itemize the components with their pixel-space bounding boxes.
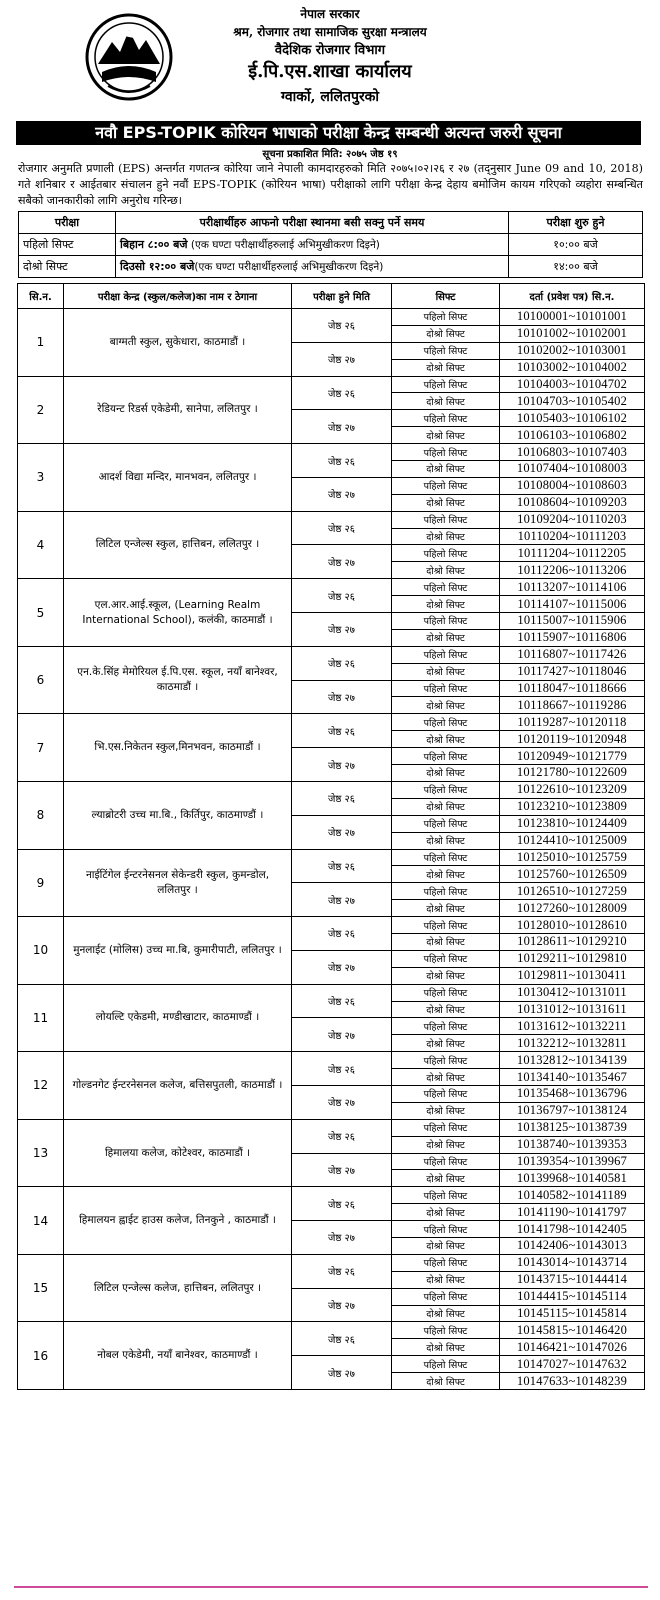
registration-range: 10104003~10104702 [500, 376, 645, 393]
exam-date: जेष्ठ २६ [292, 917, 392, 951]
center-name: बाग्मती स्कुल, सुकेधारा, काठमाडौं । [64, 309, 292, 377]
shift-label: पहिलो सिफ्ट [392, 1187, 500, 1204]
exam-date: जेष्ठ २६ [292, 714, 392, 748]
exam-date: जेष्ठ २७ [292, 950, 392, 984]
registration-range: 10120119~10120948 [500, 731, 645, 748]
center-name: मुनलाईट (मोलिस) उच्च मा.बि, कुमारीपाटी, ललितपुर । [64, 917, 292, 985]
exam-date: जेष्ठ २६ [292, 579, 392, 613]
orientation-note: (एक घण्टा परीक्षार्थीहरुलाई अभिमुखीकरण दिइने) [194, 261, 384, 273]
registration-col-header: दर्ता (प्रवेश पत्र) सि.न. [500, 284, 645, 309]
registration-range: 10128010~10128610 [500, 917, 645, 934]
shift-label: पहिलो सिफ्ट [392, 1018, 500, 1035]
registration-range: 10104703~10105402 [500, 393, 645, 410]
center-name: भि.एस.निकेतन स्कुल,मिनभवन, काठमाडौं । [64, 714, 292, 782]
header-location: ग्वार्को, ललितपुरको [280, 89, 380, 105]
center-serial: 16 [18, 1322, 64, 1390]
shift-timing-table [18, 211, 643, 278]
shift-label: दोश्रो सिफ्ट [392, 427, 500, 444]
arrival-time-value: बिहान ८:०० बजे [120, 238, 188, 251]
shift-label: पहिलो सिफ्ट [392, 883, 500, 900]
registration-range: 10130412~10131011 [500, 984, 645, 1001]
center-name: नाईटिंगेल ईन्टरनेसनल सेकेन्डरी स्कुल, कुमन्डोल, ललितपुर । [64, 849, 292, 917]
center-col-header: परीक्षा केन्द्र (स्कुल/कलेज)का नाम र ठेगाना [64, 284, 292, 309]
shift-label: पहिलो सिफ्ट [392, 1254, 500, 1271]
shift-row [19, 234, 643, 256]
shift-label: दोश्रो सिफ्ट [392, 663, 500, 680]
exam-date: जेष्ठ २७ [292, 815, 392, 849]
center-serial: 15 [18, 1254, 64, 1322]
table-row [18, 781, 645, 798]
center-serial: 12 [18, 1052, 64, 1120]
shift-label: पहिलो सिफ्ट [392, 748, 500, 765]
registration-range: 10138125~10138739 [500, 1119, 645, 1136]
shift-col-header: सिफ्ट [392, 284, 500, 309]
exam-date: जेष्ठ २६ [292, 511, 392, 545]
shift-label: दोश्रो सिफ्ट [392, 1136, 500, 1153]
registration-range: 10147027~10147632 [500, 1356, 645, 1373]
registration-range: 10138740~10139353 [500, 1136, 645, 1153]
shift-label: पहिलो सिफ्ट [392, 410, 500, 427]
shift-label: पहिलो सिफ्ट [392, 545, 500, 562]
registration-range: 10134140~10135467 [500, 1069, 645, 1086]
exam-date: जेष्ठ २६ [292, 1052, 392, 1086]
shift-label: पहिलो सिफ्ट [392, 444, 500, 461]
shift-label: पहिलो सिफ्ट [392, 781, 500, 798]
header-department: वैदेशिक रोजगार विभाग [274, 43, 386, 58]
shift-label: पहिलो सिफ्ट [392, 613, 500, 630]
exam-date: जेष्ठ २७ [292, 748, 392, 782]
table-row [18, 714, 645, 731]
center-serial: 7 [18, 714, 64, 782]
registration-range: 10112206~10113206 [500, 562, 645, 579]
shift-label: पहिलो सिफ्ट [392, 1153, 500, 1170]
table-row [18, 376, 645, 393]
shift-label: दोश्रो सिफ्ट [392, 1069, 500, 1086]
registration-range: 10129211~10129810 [500, 950, 645, 967]
exam-date: जेष्ठ २६ [292, 309, 392, 343]
registration-range: 10106103~10106802 [500, 427, 645, 444]
exam-date: जेष्ठ २६ [292, 984, 392, 1018]
registration-range: 10111204~10112205 [500, 545, 645, 562]
registration-range: 10107404~10108003 [500, 461, 645, 478]
registration-range: 10115907~10116806 [500, 629, 645, 646]
shift-label: दोश्रो सिफ्ट [392, 1204, 500, 1221]
shift-label: पहिलो सिफ्ट [392, 849, 500, 866]
shift-table-header [19, 212, 643, 234]
registration-range: 10139354~10139967 [500, 1153, 645, 1170]
shift-label: पहिलो सिफ्ट [392, 950, 500, 967]
registration-range: 10105403~10106102 [500, 410, 645, 427]
shift-label: दोश्रो सिफ्ट [392, 494, 500, 511]
center-name: गोल्डनगेट ईन्टरनेसनल कलेज, बत्तिसपुतली, काठमाडौं । [64, 1052, 292, 1120]
exam-table-header [18, 284, 645, 309]
shift-label: दोश्रो सिफ्ट [392, 1035, 500, 1052]
registration-range: 10129811~10130411 [500, 967, 645, 984]
registration-range: 10114107~10115006 [500, 596, 645, 613]
notice-title-banner: नवौ EPS-TOPIK कोरियन भाषाको परीक्षा केन्द्र सम्बन्धी अत्यन्त जरुरी सूचना [16, 121, 641, 145]
registration-range: 10125760~10126509 [500, 866, 645, 883]
registration-range: 10143014~10143714 [500, 1254, 645, 1271]
center-name: रेडियन्ट रिडर्स एकेडेमी, सानेपा, ललितपुर । [64, 376, 292, 444]
shift-label: दोश्रो सिफ्ट [392, 1237, 500, 1254]
registration-range: 10128611~10129210 [500, 933, 645, 950]
shift-label: दोश्रो सिफ्ट [392, 1373, 500, 1390]
shift-label: दोश्रो सिफ्ट [392, 461, 500, 478]
arrival-time-col-header: परीक्षार्थीहरु आफनो परीक्षा स्थानमा बसी सक्नु पर्ने समय [116, 212, 509, 234]
registration-range: 10109204~10110203 [500, 511, 645, 528]
exam-start-time: १४:०० बजे [509, 256, 643, 278]
registration-range: 10135468~10136796 [500, 1085, 645, 1102]
registration-range: 10103002~10104002 [500, 359, 645, 376]
registration-range: 10140582~10141189 [500, 1187, 645, 1204]
shift-label: दोश्रो सिफ्ट [392, 967, 500, 984]
shift-label: दोश्रो सिफ्ट [392, 933, 500, 950]
shift-label: दोश्रो सिफ्ट [392, 731, 500, 748]
registration-range: 10127260~10128009 [500, 900, 645, 917]
table-row [18, 309, 645, 326]
shift-label: पहिलो सिफ्ट [392, 579, 500, 596]
exam-date: जेष्ठ २६ [292, 646, 392, 680]
shift-label: दोश्रो सिफ्ट [392, 866, 500, 883]
table-row [18, 444, 645, 461]
shift-label: दोश्रो सिफ्ट [392, 1339, 500, 1356]
exam-date: जेष्ठ २७ [292, 1221, 392, 1255]
exam-date: जेष्ठ २६ [292, 1187, 392, 1221]
exam-date: जेष्ठ २७ [292, 1085, 392, 1119]
arrival-time [116, 234, 509, 256]
registration-range: 10146421~10147026 [500, 1339, 645, 1356]
exam-date: जेष्ठ २७ [292, 545, 392, 579]
shift-label: पहिलो सिफ्ट [392, 342, 500, 359]
shift-label: दोश्रो सिफ्ट [392, 1102, 500, 1119]
start-time-col-header: परीक्षा शुरु हुने [509, 212, 643, 234]
table-row [18, 1187, 645, 1204]
registration-range: 10145115~10145814 [500, 1305, 645, 1322]
registration-range: 10101002~10102001 [500, 325, 645, 342]
registration-range: 10131012~10131611 [500, 1001, 645, 1018]
shift-label: दोश्रो सिफ्ट [392, 528, 500, 545]
registration-range: 10110204~10111203 [500, 528, 645, 545]
shift-label: पहिलो सिफ्ट [392, 376, 500, 393]
exam-date: जेष्ठ २७ [292, 680, 392, 714]
shift-name: दोश्रो सिफ्ट [19, 256, 116, 278]
shift-label: दोश्रो सिफ्ट [392, 629, 500, 646]
shift-label: दोश्रो सिफ्ट [392, 1170, 500, 1187]
table-row [18, 1254, 645, 1271]
registration-range: 10117427~10118046 [500, 663, 645, 680]
arrival-time [116, 256, 509, 278]
center-name: हिमालया कलेज, कोटेश्वर, काठमाडौं । [64, 1119, 292, 1187]
registration-range: 10115007~10115906 [500, 613, 645, 630]
registration-range: 10136797~10138124 [500, 1102, 645, 1119]
registration-range: 10122610~10123209 [500, 781, 645, 798]
shift-label: दोश्रो सिफ्ट [392, 1305, 500, 1322]
exam-date: जेष्ठ २६ [292, 444, 392, 478]
center-name: नोबल एकेडेमी, नयाँ बानेश्वर, काठमाण्डौं । [64, 1322, 292, 1390]
shift-label: दोश्रो सिफ्ट [392, 1001, 500, 1018]
center-name: लिटिल एन्जेल्स स्कुल, हात्तिबन, ललितपुर । [64, 511, 292, 579]
center-name: हिमालयन ह्वाईट हाउस कलेज, तिनकुने , काठमाडौं । [64, 1187, 292, 1255]
exam-date: जेष्ठ २६ [292, 1119, 392, 1153]
intro-paragraph: रोजगार अनुमति प्रणाली (EPS) अन्तर्गत गणतन्त्र कोरिया जाने नेपाली कामदारहरुको मिति २०७५।०२।२६ र २७ (तद्नुसार June 09 and 10, 2018) गते शनिबार र आईतबार संचालन हुने नवौं EPS-TOPIK (कोरियन भाषा) परीक्षाको लागि परीक्षा केन्द्र देहाय बमोजिम कायम गरिएको व्यहोरा सम्बन्धित सबैको जानकारीको लागि अनुरोध गरिन्छ। [18, 162, 643, 207]
table-row [18, 984, 645, 1001]
registration-range: 10126510~10127259 [500, 883, 645, 900]
shift-label: दोश्रो सिफ्ट [392, 1271, 500, 1288]
registration-range: 10142406~10143013 [500, 1237, 645, 1254]
bottom-divider [14, 1586, 648, 1588]
shift-label: पहिलो सिफ्ट [392, 646, 500, 663]
exam-date: जेष्ठ २६ [292, 1254, 392, 1288]
registration-range: 10131612~10132211 [500, 1018, 645, 1035]
center-serial: 6 [18, 646, 64, 714]
center-serial: 14 [18, 1187, 64, 1255]
shift-label: पहिलो सिफ्ट [392, 815, 500, 832]
registration-range: 10121780~10122609 [500, 765, 645, 782]
header-line-1: नेपाल सरकार [300, 7, 360, 21]
orientation-note: (एक घण्टा परीक्षार्थीहरुलाई अभिमुखीकरण दिइने) [187, 239, 380, 251]
arrival-time-value: दिउसो १२:०० बजे [120, 260, 195, 273]
exam-date: जेष्ठ २७ [292, 1356, 392, 1390]
exam-date: जेष्ठ २६ [292, 849, 392, 883]
exam-date: जेष्ठ २६ [292, 1322, 392, 1356]
publication-date: सूचना प्रकाशित मिति: २०७५ जेष्ठ १९ [262, 149, 398, 160]
registration-range: 10145815~10146420 [500, 1322, 645, 1339]
center-name: एल.आर.आई.स्कूल, (Learning Realm International School), कलंकी, काठमाडौं । [64, 579, 292, 647]
table-row [18, 1119, 645, 1136]
center-serial: 4 [18, 511, 64, 579]
shift-label: पहिलो सिफ्ट [392, 309, 500, 326]
registration-range: 10102002~10103001 [500, 342, 645, 359]
center-serial: 5 [18, 579, 64, 647]
registration-range: 10100001~10101001 [500, 309, 645, 326]
shift-label: पहिलो सिफ्ट [392, 1221, 500, 1238]
shift-label: दोश्रो सिफ्ट [392, 697, 500, 714]
registration-range: 10139968~10140581 [500, 1170, 645, 1187]
exam-date: जेष्ठ २७ [292, 410, 392, 444]
registration-range: 10147633~10148239 [500, 1373, 645, 1390]
registration-range: 10124410~10125009 [500, 832, 645, 849]
exam-date: जेष्ठ २७ [292, 883, 392, 917]
center-serial: 3 [18, 444, 64, 512]
shift-row [19, 256, 643, 278]
exam-date: जेष्ठ २७ [292, 613, 392, 647]
registration-range: 10132212~10132811 [500, 1035, 645, 1052]
shift-label: दोश्रो सिफ्ट [392, 832, 500, 849]
shift-col-header: परीक्षा [19, 212, 116, 234]
shift-label: पहिलो सिफ्ट [392, 477, 500, 494]
registration-range: 10125010~10125759 [500, 849, 645, 866]
shift-label: पहिलो सिफ्ट [392, 680, 500, 697]
shift-label: पहिलो सिफ्ट [392, 1288, 500, 1305]
shift-label: दोश्रो सिफ्ट [392, 562, 500, 579]
center-serial: 9 [18, 849, 64, 917]
center-serial: 10 [18, 917, 64, 985]
registration-range: 10106803~10107403 [500, 444, 645, 461]
shift-label: पहिलो सिफ्ट [392, 1085, 500, 1102]
shift-label: दोश्रो सिफ्ट [392, 393, 500, 410]
letterhead [0, 0, 660, 120]
exam-center-table [17, 283, 645, 1390]
registration-range: 10116807~10117426 [500, 646, 645, 663]
center-name: एन.के.सिंह मेमोरियल ई.पि.एस. स्कूल, नयाँ बानेश्वर, काठमाडौं । [64, 646, 292, 714]
center-serial: 1 [18, 309, 64, 377]
shift-label: पहिलो सिफ्ट [392, 1356, 500, 1373]
exam-date: जेष्ठ २६ [292, 376, 392, 410]
header-ministry: श्रम, रोजगार तथा सामाजिक सुरक्षा मन्त्रालय [233, 25, 427, 39]
shift-label: दोश्रो सिफ्ट [392, 596, 500, 613]
table-row [18, 917, 645, 934]
shift-label: पहिलो सिफ्ट [392, 1322, 500, 1339]
registration-range: 10120949~10121779 [500, 748, 645, 765]
shift-label: दोश्रो सिफ्ट [392, 798, 500, 815]
table-row [18, 849, 645, 866]
registration-range: 10108604~10109203 [500, 494, 645, 511]
registration-range: 10141798~10142405 [500, 1221, 645, 1238]
center-serial: 11 [18, 984, 64, 1052]
center-serial: 2 [18, 376, 64, 444]
registration-range: 10141190~10141797 [500, 1204, 645, 1221]
center-name: ल्याब्रोटरी उच्च मा.बि., किर्तिपुर, काठमाण्डौं । [64, 781, 292, 849]
shift-label: पहिलो सिफ्ट [392, 714, 500, 731]
table-row [18, 579, 645, 596]
exam-date: जेष्ठ २६ [292, 781, 392, 815]
registration-range: 10123810~10124409 [500, 815, 645, 832]
exam-date: जेष्ठ २७ [292, 1288, 392, 1322]
shift-name: पहिलो सिफ्ट [19, 234, 116, 256]
exam-start-time: १०:०० बजे [509, 234, 643, 256]
shift-label: पहिलो सिफ्ट [392, 1119, 500, 1136]
date-col-header: परीक्षा हुने मिति [292, 284, 392, 309]
shift-label: पहिलो सिफ्ट [392, 1052, 500, 1069]
header-office: ई.पि.एस.शाखा कार्यालय [248, 61, 412, 82]
shift-label: पहिलो सिफ्ट [392, 511, 500, 528]
shift-label: दोश्रो सिफ्ट [392, 765, 500, 782]
center-name: आदर्श विद्या मन्दिर, मानभवन, ललितपुर । [64, 444, 292, 512]
shift-label: पहिलो सिफ्ट [392, 917, 500, 934]
center-name: लिटिल एन्जेल्स कलेज, हात्तिबन, ललितपुर । [64, 1254, 292, 1322]
registration-range: 10123210~10123809 [500, 798, 645, 815]
center-serial: 13 [18, 1119, 64, 1187]
registration-range: 10118047~10118666 [500, 680, 645, 697]
exam-date: जेष्ठ २७ [292, 477, 392, 511]
registration-range: 10113207~10114106 [500, 579, 645, 596]
shift-label: दोश्रो सिफ्ट [392, 900, 500, 917]
center-name: लोयल्टि एकेडमी, मण्डीखाटार, काठमाण्डौं । [64, 984, 292, 1052]
exam-date: जेष्ठ २७ [292, 342, 392, 376]
registration-range: 10132812~10134139 [500, 1052, 645, 1069]
center-serial: 8 [18, 781, 64, 849]
registration-range: 10144415~10145114 [500, 1288, 645, 1305]
registration-range: 10143715~10144414 [500, 1271, 645, 1288]
table-row [18, 511, 645, 528]
table-row [18, 1322, 645, 1339]
shift-label: दोश्रो सिफ्ट [392, 359, 500, 376]
registration-range: 10119287~10120118 [500, 714, 645, 731]
serial-col-header: सि.न. [18, 284, 64, 309]
shift-label: दोश्रो सिफ्ट [392, 325, 500, 342]
table-row [18, 1052, 645, 1069]
table-row [18, 646, 645, 663]
exam-date: जेष्ठ २७ [292, 1153, 392, 1187]
registration-range: 10108004~10108603 [500, 477, 645, 494]
registration-range: 10118667~10119286 [500, 697, 645, 714]
exam-date: जेष्ठ २७ [292, 1018, 392, 1052]
shift-label: पहिलो सिफ्ट [392, 984, 500, 1001]
